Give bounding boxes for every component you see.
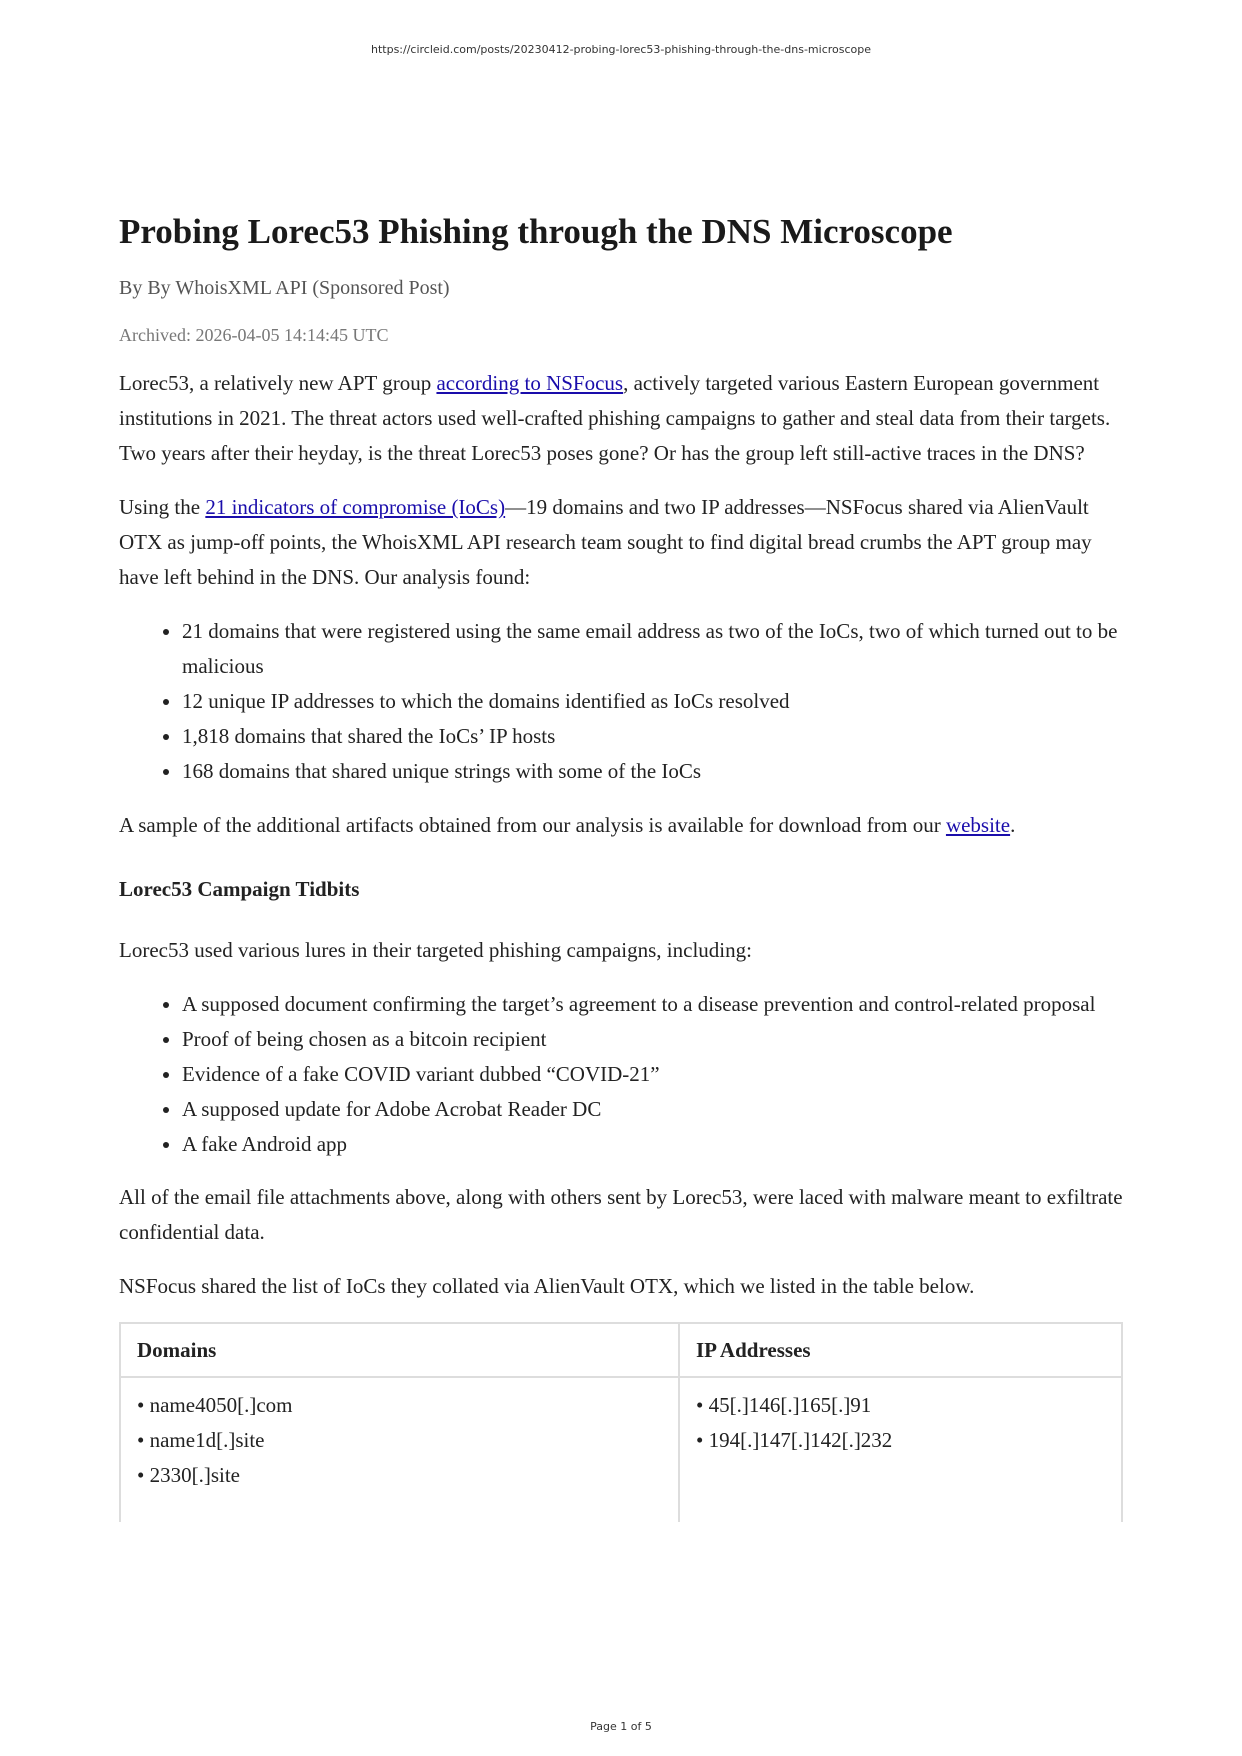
domain-entry: • 2330[.]site	[137, 1463, 241, 1487]
table-row	[120, 1377, 1122, 1522]
sample-paragraph	[119, 808, 1123, 843]
list-item: • 1,818 domains that shared the IoCs’ IP hosts	[182, 719, 1123, 754]
domains-cell	[120, 1377, 679, 1522]
ioc-link[interactable]: 21 indicators of compromise (IoCs)	[205, 495, 506, 519]
sample-text-before: A sample of the additional artifacts obtained from our analysis is available for download from our	[119, 813, 946, 837]
lures-intro-paragraph: Lorec53 used various lures in their targeted phishing campaigns, including:	[119, 938, 752, 962]
list-item: • 21 domains that were registered using the same email address as two of the IoCs, two of which turned out to be malicious	[182, 614, 1123, 684]
page-number-footer: Page 1 of 5	[590, 1720, 652, 1733]
list-item: • Proof of being chosen as a bitcoin recipient	[182, 1022, 1123, 1057]
article-byline: By By WhoisXML API (Sponsored Post)	[119, 277, 450, 299]
domain-entry: • name1d[.]site	[137, 1428, 265, 1452]
ioc-text-after: —19 domains and two IP addresses—NSFocus shared via AlienVault OTX as jump-off points, the WhoisXML API research team sought to find digital bread crumbs the APT group may have left behind in the DNS. Our analysis found:	[119, 495, 1092, 589]
domain-entry: • name4050[.]com	[137, 1393, 293, 1417]
intro-text-after: , actively targeted various Eastern European government institutions in 2021. The threat actors used well-crafted phishing campaigns to gather and steal data from their targets. Two years after their heyday, is the threat Lorec53 poses gone? Or has the group left still-active traces in the DNS?	[119, 371, 1111, 465]
section-heading: Lorec53 Campaign Tidbits	[119, 877, 360, 901]
ip-addresses-cell	[679, 1377, 1122, 1522]
attachments-paragraph: All of the email file attachments above, along with others sent by Lorec53, were laced with malware meant to exfiltrate confidential data.	[119, 1185, 1123, 1244]
ioc-paragraph	[119, 490, 1123, 595]
ioc-table	[119, 1322, 1123, 1522]
lures-list	[119, 987, 1123, 1162]
nsfocus-paragraph: NSFocus shared the list of IoCs they collated via AlienVault OTX, which we listed in the table below.	[119, 1274, 975, 1298]
intro-paragraph	[119, 366, 1123, 471]
domains-column-header: Domains	[120, 1323, 679, 1377]
website-link[interactable]: website	[945, 813, 1011, 837]
list-item: • A fake Android app	[182, 1127, 1123, 1162]
article-content	[119, 210, 1123, 1522]
list-item: • A supposed update for Adobe Acrobat Reader DC	[182, 1092, 1123, 1127]
list-item: • A supposed document confirming the target’s agreement to a disease prevention and control-related proposal	[182, 987, 1123, 1022]
page-url-header: https://circleid.com/posts/20230412-probing-lorec53-phishing-through-the-dns-microscope	[370, 43, 872, 56]
sample-text-after: .	[1010, 813, 1016, 837]
ip-entry: • 45[.]146[.]165[.]91	[696, 1393, 872, 1417]
ip-entry: • 194[.]147[.]142[.]232	[696, 1428, 893, 1452]
ip-addresses-column-header: IP Addresses	[679, 1323, 1122, 1377]
intro-text-before: Lorec53, a relatively new APT group	[119, 371, 437, 395]
list-item: • 168 domains that shared unique strings with some of the IoCs	[182, 754, 1123, 789]
findings-list	[119, 614, 1123, 789]
archived-timestamp: Archived: 2026-04-05 14:14:45 UTC	[119, 325, 389, 345]
list-item: • 12 unique IP addresses to which the domains identified as IoCs resolved	[182, 684, 1123, 719]
nsfocus-link[interactable]: according to NSFocus	[436, 371, 624, 395]
article-title: Probing Lorec53 Phishing through the DNS Microscope	[119, 212, 953, 251]
list-item: • Evidence of a fake COVID variant dubbed “COVID-21”	[182, 1057, 1123, 1092]
ioc-table-container	[119, 1322, 1123, 1522]
table-header-row	[120, 1323, 1122, 1377]
ioc-text-before: Using the	[119, 495, 206, 519]
